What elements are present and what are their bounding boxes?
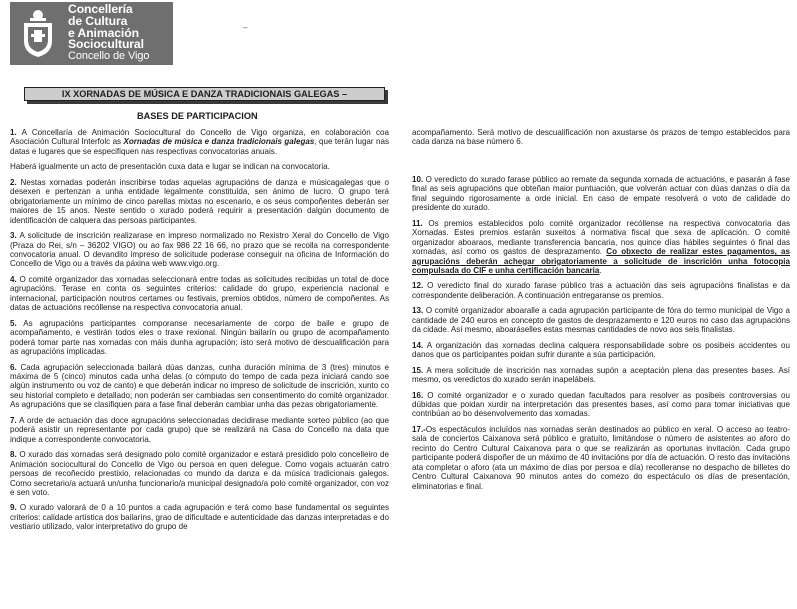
- logo-line: de Cultura: [68, 13, 128, 28]
- document-title: IX XORNADAS DE MÚSICA E DANZA TRADICIONAIS GALEGAS –: [24, 87, 385, 101]
- clause: 3. A solicitude de inscrición realizarase en impreso normalizado no Rexistro Xeral do Concello de Vigo (Praza do Rei, s/n – 36202 VIGO) ou ao fax 986 22 16 66, no prazo que se recolla na correspondente convocatoria anual. O devandito impreso de solicitude poderase conseguir na oficina de Información do Concello de Vigo ou a través da páxina web www.vigo.org.: [10, 231, 389, 269]
- clause: 10. O veredicto do xurado farase público ao remate da segunda xornada de actuacións, e pasarán á fase final as seis agrupacións que obteñan maior puntuación, que volverán actuar con dúas danzas o día da final seguindo rigorosamente a orde inicial. En caso de empate resolverá o voto de calidade do presidente do xurado.: [412, 174, 790, 213]
- stray-dash: –: [243, 23, 248, 32]
- clause: 11. Os premios establecidos polo comité organizador recóllense na respectiva convocatoria das Xornadas. Estes premios estarán suxeitos á normativa fiscal que sexa de aplicación. O comité organizador aboarаos, mediante transferencia bancaria, nos quince días hábiles seguintes ó final das xornadas, así como os gastos de desprazamento. Co obxecto de realizar estes pagamentos, as agrupacións deberán achegar obrigatoriamente a solicitude de inscrición unha fotocopia compulsada do CIF e unha certificación bancaria.: [412, 218, 790, 275]
- clause: Haberá igualmente un acto de presentación cuxa data e lugar se indican na convocatoria.: [10, 162, 330, 172]
- logo-line: e Animación: [68, 25, 139, 40]
- clause: 8. O xurado das xornadas será designado polo comité organizador e estará presidido polo concelleiro de Animación sociocultural do Concello de Vigo ou persoa en quen delegue. Como vogais actuarán catro persoas de recoñecido prestixio, relacionadas co mundo da danza e da música tradicionais galegos. Como secretario/a actuará un/unha funcionario/a municipal designado/a polo comité organizador, con voz e sen voto.: [10, 450, 389, 497]
- clause: 15. A mera solicitude de inscrición nas xornadas supón a aceptación plena das presentes bases. Así mesmo, os veredictos do xurado serán inapelábeis.: [412, 365, 790, 385]
- clause: 14. A organización das xornadas declina calquera responsabilidade sobre os posibeis accidentes ou danos que os participantes poidan sufrir durante a súa participación.: [412, 340, 790, 360]
- left-column: [10, 128, 389, 538]
- clause: 5. As agrupacións participantes comporanse necesariamente de corpo de baile e grupo de acompañamento, e vestirán todos eles o traxe rexional. Ningún bailarín ou grupo de acompañamento poderá tomar parte nas xornadas con máis dunha agrupación; isto será motivo de descualificación para as agrupacións implicadas.: [10, 318, 389, 357]
- logo-line: Concello de Vigo: [68, 50, 150, 63]
- concelleria-logo: [10, 2, 173, 65]
- clause: 16. O comité organizador e o xurado quedan facultados para resolver as posibeis controversias ou dúbidas que poidan xurdir na interpretación das presentes bases, así como para tomar iniciativas que contribúan ao bo desenvolvemento das xornadas.: [412, 390, 790, 419]
- clause: 7. A orde de actuación das doce agrupacións seleccionadas decidirase mediante sorteo público (ao que poderá asistir un representante por cada grupo) que se realizará na Casa do Concello na data que indique a correspondente convocatoria.: [10, 415, 389, 444]
- logo-line: Sociocultural: [68, 37, 144, 52]
- clause: 17.-Os espectáculos incluídos nas xornadas serán destinados ao público en xeral. O acceso ao teatro-sala de conciertos Caixanova será público e gratuíto, limitándose o número de asistentes ao aforo do recinto do Centro Cultural Caixanova para o que se realizarán as oportunas invitación. Cada grupo participante poderá dispoñer de un máximo de 40 invitacións por día de actuación. O resto das invitacións ata completar o aforo (ata un máximo de días por persoa e día) recolleranse no despacho de billetes do Centro Cultural Caixanova 90 minutos antes do comezo do espectáculo os días de presentación, eliminatorias e final.: [412, 424, 790, 491]
- clause: 6. Cada agrupación seleccionada bailará dúas danzas, cunha duración mínima de 3 (tres) minutos e máxima de 5 (cinco) minutos cada unha delas (o cómputo do tempo de cada peza iniciará cando soe algún instrumento ou voz de canto) e que deberán indicar no impreso de solicitude de inscrición, xunto co seu historial completo e detallado; non poderán ser cambiadas sen consentimento do comité organizador. As agrupacións que se clasifiquen para a fase final deberán cambiar unha das pezas obrigatoriamente.: [10, 362, 389, 410]
- clause-continuation: acompañamento. Será motivo de descualificación non axustarse ós prazos de tempo establecidos para cada danza na base número 6.: [412, 128, 790, 147]
- clause: 2. Nestas xornadas poderán inscribirse todas aquelas agrupacións de danza e músicagalegas que o desexen e pertenzan a unha entidade legalmente constituída, sen ánimo de lucro. O grupo terá obrigatoriamente un mínimo de cinco parellas mixtas no escenario, e os seus compoñentes deberán ser maiores de 15 anos. Neste sentido o xurado poderá requirir a presentación dalgún documento de identificación de calquera das persoas participantes.: [10, 177, 389, 225]
- clause: 9. O xurado valorará de 0 a 10 puntos a cada agrupación e terá como base fundamental os seguintes criterios: calidade artística dos bailaríns, grao de dificultade e autenticidade das danzas interpretadas e do vestiario utilizado, valor interpretativo do grupo de: [10, 503, 389, 532]
- clause: 13. O comité organizador aboaralle a cada agrupación participante de fóra do termo municipal de Vigo a cantidade de 240 euros en concepto de gastos de desprazamento e 120 euros no caso das agrupacións da cidade. Así mesmo, aboaráselles estas mesmas cantidades de novo aos seis finalistas.: [412, 306, 790, 335]
- clause: 1. A Concellaría de Animación Sociocultural do Concello de Vigo organiza, en colaboración coa Asociación Cultural Interfolc as Xornadas de música e danza tradicionais galegas, que terán lugar nas datas e lugares que se especifiquen nas respectivas convocatorias anuais.: [10, 128, 389, 156]
- right-column: [412, 128, 790, 497]
- coat-of-arms-icon: [21, 9, 55, 59]
- clause: 12. O veredicto final do xurado farase público tras a actuación das seis agrupacións finalistas e da correspondente deliberación. A continuación entregaranse os premios.: [412, 281, 790, 300]
- clause: 4. O comité organizador das xornadas seleccionará entre todas as solicitudes recibidas un total de doce agrupacións. Terase en conta os seguintes criterios: calidade do grupo, experiencia nacional e internacional, participación noutros certames ou festivais, premios obtidos, número de compoñentes. As datas de actuacións recóllense na respectiva convocatoria anual.: [10, 274, 389, 313]
- document-subtitle: BASES DE PARTICIPACION: [137, 111, 258, 121]
- logo-line: Concellería: [68, 2, 133, 16]
